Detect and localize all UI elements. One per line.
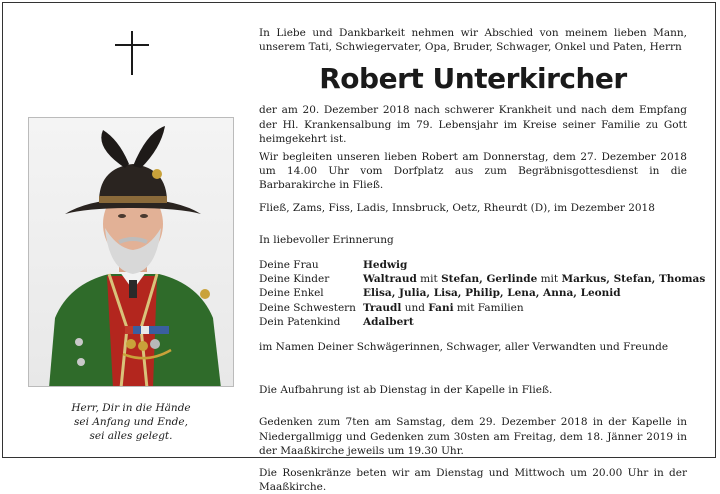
connector-text: mit Familien bbox=[453, 301, 524, 314]
places-date: Fließ, Zams, Fiss, Ladis, Innsbruck, Oetz, Rheurdt (D), im Dezember 2018 bbox=[259, 201, 655, 214]
relative-row-godchild bbox=[259, 315, 687, 329]
rosary-text: Die Rosenkränze beten wir am Dienstag und Mittwoch um 20.00 Uhr in der Maaßkirche. bbox=[259, 467, 687, 494]
intro-text: In Liebe und Dankbarkeit nehmen wir Abschied von meinem lieben Mann, unserem Tati, Schwiegervater, Opa, Bruder, Schwager, Onkel und Paten, Herrn bbox=[259, 27, 687, 54]
relative-label: Deine Kinder bbox=[259, 273, 330, 286]
verse-line: Herr, Dir in die Hände bbox=[71, 402, 191, 414]
cross-icon bbox=[115, 31, 149, 75]
laying-out: Die Aufbahrung ist ab Dienstag in der Kapelle in Fließ. bbox=[259, 383, 553, 396]
relative-name: Fani bbox=[428, 301, 454, 314]
memorials-text: Gedenken zum 7ten am Samstag, dem 29. Dezember 2018 in der Kapelle in Niedergallmigg und Gedenken zum 30sten am Freitag, dem 18. Jänner 2019 in der Maaßkirche jeweils um 19.30 Uhr. bbox=[259, 416, 687, 457]
verse-line: sei alles gelegt. bbox=[89, 430, 173, 442]
verse bbox=[28, 401, 234, 443]
funeral-text: Wir begleiten unseren lieben Robert am Donnerstag, dem 27. Dezember 2018 um 14.00 Uhr vom Dorfplatz aus zum Begräbnisgottesdienst in die Barbarakirche in Fließ. bbox=[259, 151, 687, 192]
connector-text: und bbox=[401, 301, 429, 314]
relative-name: Markus, Stefan, Thomas bbox=[561, 273, 706, 286]
relative-row-grandchildren bbox=[259, 286, 687, 300]
connector-text: mit bbox=[416, 273, 442, 286]
memory-label: In liebevoller Erinnerung bbox=[259, 234, 394, 247]
relative-row-sisters bbox=[259, 301, 687, 315]
relative-label: Deine Enkel bbox=[259, 287, 324, 300]
relative-row-wife bbox=[259, 258, 687, 272]
relative-label: Deine Schwestern bbox=[259, 301, 356, 314]
relative-name: Hedwig bbox=[363, 259, 408, 272]
relative-name: Elisa, Julia, Lisa, Philip, Lena, Anna, Leonid bbox=[363, 287, 621, 300]
relative-row-children bbox=[259, 272, 706, 286]
relative-label: Dein Patenkind bbox=[259, 315, 341, 328]
portrait-photo bbox=[28, 117, 234, 387]
connector-text: mit bbox=[537, 273, 562, 286]
verse-line: sei Anfang und Ende, bbox=[74, 416, 188, 428]
death-text: der am 20. Dezember 2018 nach schwerer Krankheit und nach dem Empfang der Hl. Krankensalbung im 79. Lebensjahr im Kreise seiner Familie zu Gott heimgekehrt ist. bbox=[259, 104, 687, 145]
obituary-text bbox=[259, 26, 706, 494]
relative-name: Stefan, Gerlinde bbox=[441, 273, 538, 286]
relative-label: Deine Frau bbox=[259, 259, 319, 272]
deceased-name: Robert Unterkircher bbox=[319, 62, 627, 96]
relative-name: Adalbert bbox=[363, 315, 414, 328]
obituary-card bbox=[2, 2, 716, 494]
in-name-of: im Namen Deiner Schwägerinnen, Schwager, aller Verwandten und Freunde bbox=[259, 340, 669, 353]
relative-name: Traudl bbox=[363, 301, 402, 314]
relative-name: Waltraud bbox=[363, 273, 417, 286]
